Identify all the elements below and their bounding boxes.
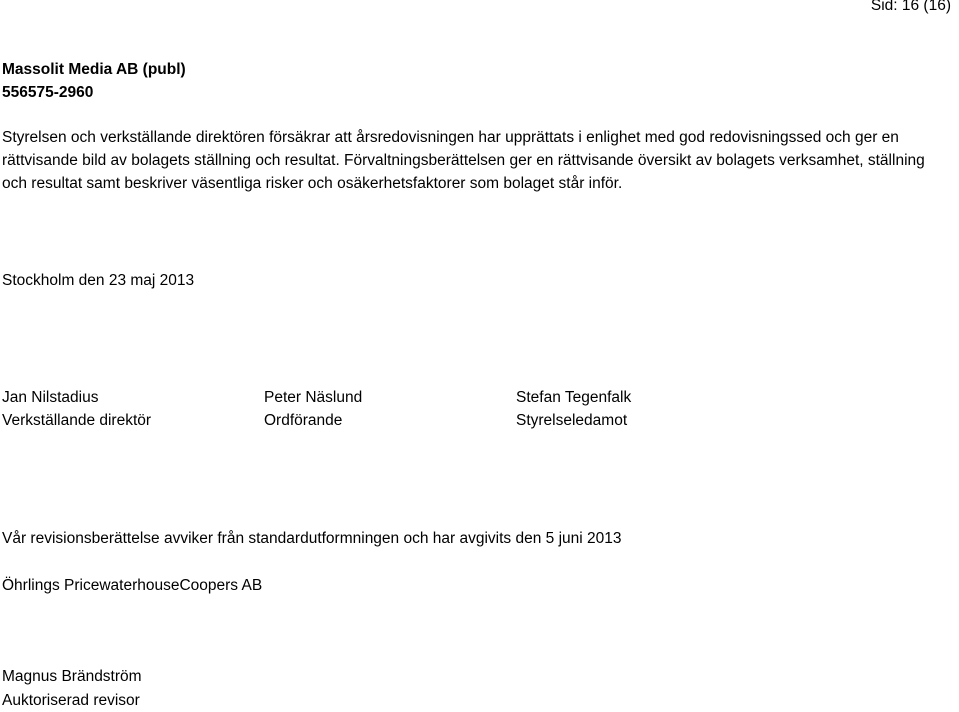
auditor-name: Magnus Brändström: [2, 668, 142, 685]
company-name: Massolit Media AB (publ): [2, 61, 186, 78]
signatory-title: Styrelseledamot: [516, 412, 628, 429]
place-date: Stockholm den 23 maj 2013: [2, 272, 195, 289]
signatory-name: Jan Nilstadius: [2, 389, 99, 406]
org-number: 556575-2960: [2, 84, 94, 101]
signatory-title: Ordförande: [264, 412, 343, 429]
signatory-name: Peter Näslund: [264, 389, 363, 406]
auditor-title: Auktoriserad revisor: [2, 692, 140, 709]
page-number: Sid: 16 (16): [870, 0, 951, 14]
audit-report-note: Vår revisionsberättelse avviker från standardutformningen och har avgivits den 5 juni 2013: [2, 530, 622, 547]
signatory-title: Verkställande direktör: [2, 412, 152, 429]
board-statement: Styrelsen och verkställande direktören försäkrar att årsredovisningen har upprättats i enlighet med god redovisningssed och ger en rättvisande bild av bolagets ställning och resultat. Förvaltningsberättelsen ger en rättvisande översikt av bolagets verksamhet, ställning och resultat samt beskriver väsentliga risker och osäkerhetsfaktorer som bolaget står inför.: [2, 129, 925, 192]
audit-firm: Öhrlings PricewaterhouseCoopers AB: [2, 577, 263, 594]
signatory-name: Stefan Tegenfalk: [516, 389, 632, 406]
